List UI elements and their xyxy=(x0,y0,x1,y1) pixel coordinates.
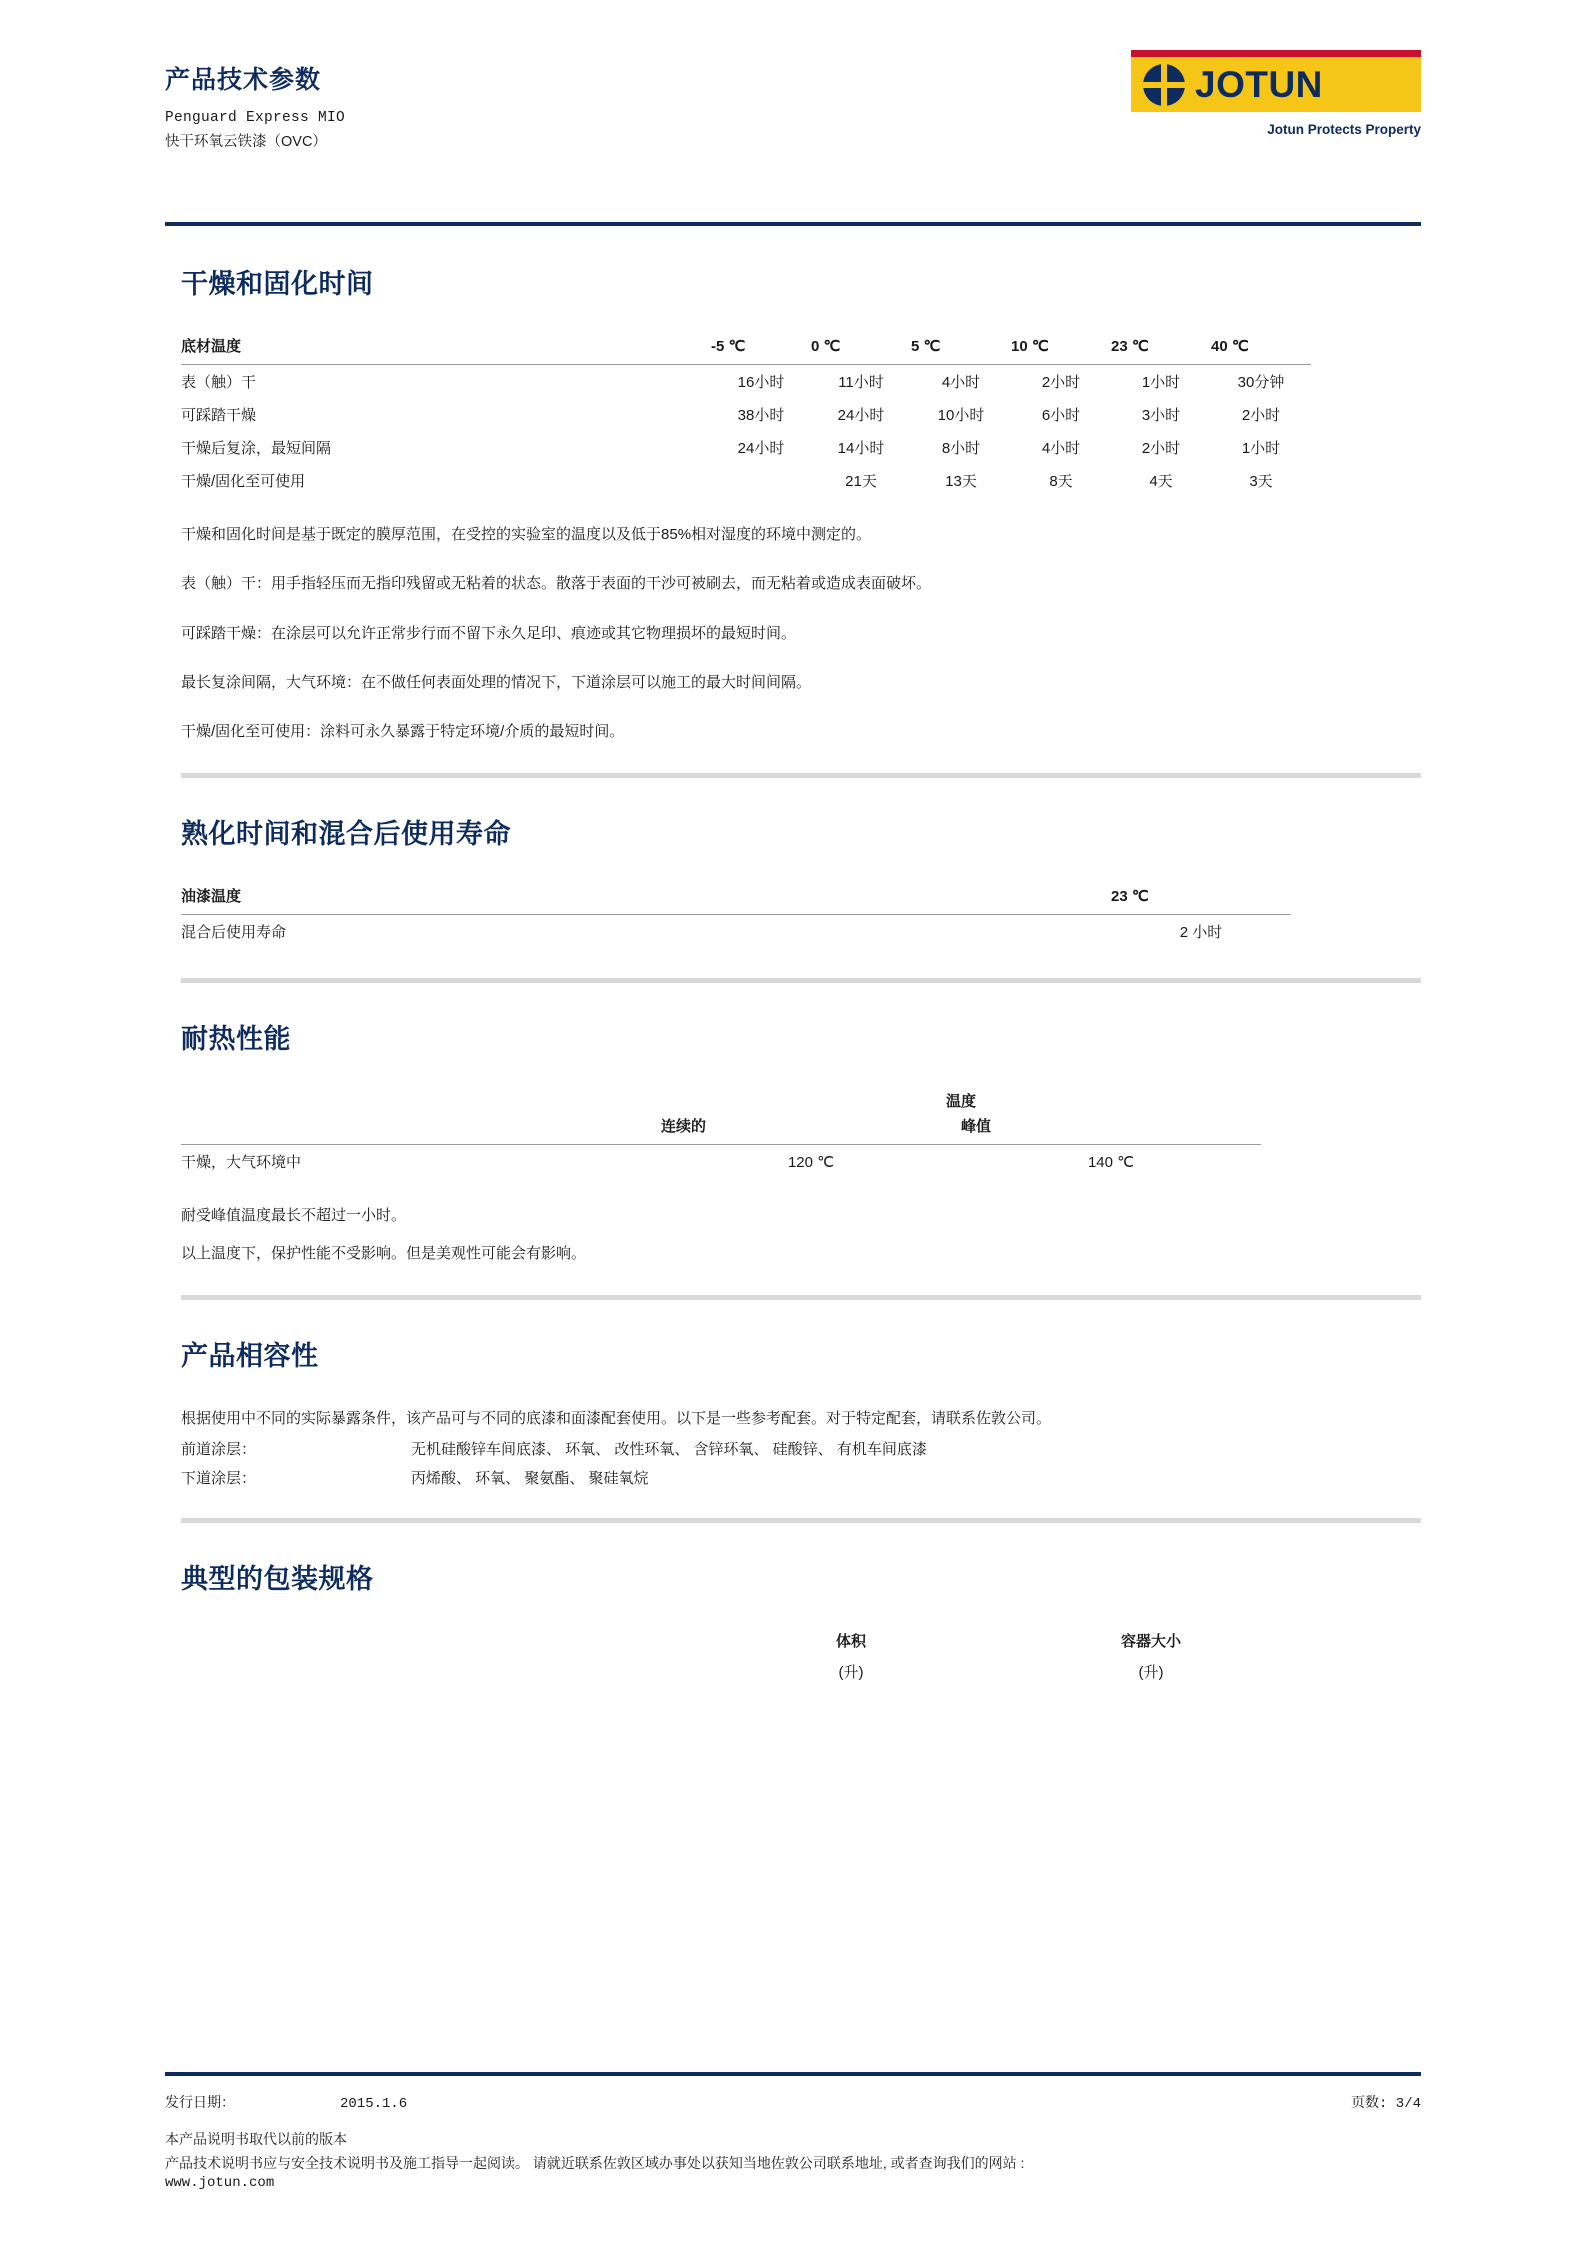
document-footer xyxy=(165,2092,1421,2191)
section-separator xyxy=(181,978,1421,983)
table-row xyxy=(181,398,1311,431)
packing-spacer xyxy=(181,1630,701,1651)
compatibility-value-previous: 无机硅酸锌车间底漆、 环氧、 改性环氧、 含锌环氧、 硅酸锌、 有机车间底漆 xyxy=(411,1441,927,1458)
compatibility-label-previous: 前道涂层： xyxy=(181,1441,257,1458)
column-header-temp-3: 10 ℃ xyxy=(1011,335,1111,365)
row-label: 可踩踏干燥 xyxy=(181,407,257,424)
document-content xyxy=(165,262,1421,1682)
heat-note-2: 以上温度下，保护性能不受影响。但是美观性可能会有影响。 xyxy=(181,1244,587,1262)
cell: 3小时 xyxy=(1141,407,1181,424)
footer-note-line-1: 本产品说明书取代以前的版本 xyxy=(165,2131,347,2147)
compatibility-value-next: 丙烯酸、 环氧、 聚氨酯、 聚硅氧烷 xyxy=(411,1470,649,1487)
cell xyxy=(711,464,811,497)
cell: 8小时 xyxy=(941,440,981,457)
drying-note-4: 最长复涂间隔，大气环境：在不做任何表面处理的情况下，下道涂层可以施工的最大时间间隔。 xyxy=(181,673,812,691)
footer-meta-row xyxy=(165,2092,1421,2112)
logo-tagline: Jotun Protects Property xyxy=(1267,122,1421,137)
table-row xyxy=(181,365,1311,399)
empty-header-cell xyxy=(181,1090,661,1115)
table-header-row xyxy=(181,885,1291,915)
compatibility-intro: 根据使用中不同的实际暴露条件，该产品可与不同的底漆和面漆配套使用。以下是一些参考配套。对于特定配套，请联系佐敦公司。 xyxy=(181,1409,1052,1427)
cell: 30分钟 xyxy=(1237,374,1285,391)
row-label: 混合后使用寿命 xyxy=(181,924,287,942)
page-number: 页数: 3/4 xyxy=(1350,2096,1421,2112)
cell: 6小时 xyxy=(1041,407,1081,424)
cell: 38小时 xyxy=(737,407,785,424)
cell: 24小时 xyxy=(737,440,785,457)
cell: 4小时 xyxy=(1041,440,1081,457)
section-heading-drying: 干燥和固化时间 xyxy=(181,269,374,299)
jotun-globe-icon xyxy=(1141,62,1189,108)
drying-note-5: 干燥/固化至可使用：涂料可永久暴露于特定环境/介质的最短时间。 xyxy=(181,723,625,740)
packing-spacer-2 xyxy=(181,1661,701,1682)
cell: 2小时 xyxy=(1041,374,1081,391)
compatibility-row-next xyxy=(181,1467,1421,1488)
column-header-temp-0: -5 ℃ xyxy=(711,335,811,365)
footer-divider xyxy=(165,2072,1421,2076)
product-name: 快干环氧云铁漆（OVC） xyxy=(165,134,327,150)
drying-note-2: 表（触）干：用手指轻压而无指印残留或无粘着的状态。散落于表面的干沙可被刷去，而无粘着或造成表面破坏。 xyxy=(181,575,932,593)
cell: 13天 xyxy=(945,473,977,490)
footer-website-link[interactable]: www.jotun.com xyxy=(165,2174,275,2191)
cell: 1小时 xyxy=(1141,374,1181,391)
table-group-header-row xyxy=(181,1090,1261,1115)
cell: 24小时 xyxy=(837,407,885,424)
column-header-container: 容器大小 xyxy=(1120,1633,1181,1650)
cell-continuous: 120 ℃ xyxy=(787,1153,835,1171)
section-separator xyxy=(181,773,1421,778)
jotun-logo xyxy=(1131,50,1421,137)
logo-box xyxy=(1131,50,1421,112)
column-header-substrate: 底材温度 xyxy=(181,335,711,365)
row-label: 干燥，大气环境中 xyxy=(181,1154,302,1172)
packing-header-units-row xyxy=(181,1661,1421,1682)
compatibility-label-next: 下道涂层： xyxy=(181,1470,257,1487)
product-code: Penguard Express MIO xyxy=(165,110,346,126)
header-divider xyxy=(165,222,1421,226)
issue-date-value: 2015.1.6 xyxy=(340,2096,408,2112)
section-heading-heat: 耐热性能 xyxy=(181,1024,291,1055)
cell: 11小时 xyxy=(838,374,884,391)
column-header-temp-2: 5 ℃ xyxy=(911,335,1011,365)
column-unit-volume: (升) xyxy=(838,1664,864,1681)
section-heading-packing: 典型的包装规格 xyxy=(181,1564,374,1594)
column-group-header-temperature: 温度 xyxy=(945,1093,976,1111)
section-heading-potlife: 熟化时间和混合后使用寿命 xyxy=(181,819,511,850)
page-title: 产品技术参数 xyxy=(165,66,322,94)
table-row xyxy=(181,915,1291,949)
drying-note-1: 干燥和固化时间是基于既定的膜厚范围，在受控的实验室的温度以及低于85%相对湿度的环境中测定的。 xyxy=(181,526,872,543)
table-row xyxy=(181,1145,1261,1179)
cell: 14小时 xyxy=(837,440,885,457)
column-header-23c: 23 ℃ xyxy=(1111,885,1291,915)
cell: 16小时 xyxy=(737,374,785,391)
column-unit-container: (升) xyxy=(1138,1664,1164,1681)
column-header-volume: 体积 xyxy=(835,1633,866,1650)
cell: 10小时 xyxy=(937,407,985,424)
section-separator xyxy=(181,1295,1421,1300)
cell: 2 小时 xyxy=(1179,924,1223,942)
cell: 3天 xyxy=(1249,473,1273,490)
column-header-continuous: 连续的 xyxy=(661,1115,961,1145)
table-row xyxy=(181,431,1311,464)
issue-date-label: 发行日期： xyxy=(165,2096,235,2112)
compatibility-row-previous xyxy=(181,1438,1421,1459)
row-label: 表（触）干 xyxy=(181,374,257,391)
cell: 2小时 xyxy=(1141,440,1181,457)
cell: 1小时 xyxy=(1241,440,1281,457)
potlife-table xyxy=(181,885,1291,948)
cell: 8天 xyxy=(1049,473,1073,490)
section-separator xyxy=(181,1518,1421,1523)
cell-peak: 140 ℃ xyxy=(1087,1153,1135,1171)
heat-table xyxy=(181,1090,1261,1178)
cell: 2小时 xyxy=(1241,407,1281,424)
empty-header-cell-2 xyxy=(181,1115,661,1145)
section-heading-compatibility: 产品相容性 xyxy=(181,1340,319,1371)
drying-table xyxy=(181,335,1311,497)
row-label: 干燥后复涂，最短间隔 xyxy=(181,440,332,457)
row-label: 干燥/固化至可使用 xyxy=(181,473,306,490)
column-header-temp-5: 40 ℃ xyxy=(1211,335,1311,365)
table-row xyxy=(181,464,1311,497)
table-header-row xyxy=(181,335,1311,365)
cell: 4天 xyxy=(1149,473,1173,490)
logo-wordmark: JOTUN xyxy=(1195,63,1323,105)
packing-header-row xyxy=(181,1630,1421,1651)
column-header-paint-temp: 油漆温度 xyxy=(181,885,1111,915)
column-header-temp-1: 0 ℃ xyxy=(811,335,911,365)
cell: 4小时 xyxy=(941,374,981,391)
footer-note-line-2: 产品技术说明书应与安全技术说明书及施工指导一起阅读。 请就近联系佐敦区域办事处以获知当地佐敦公司联系地址, 或者查询我们的网站 : xyxy=(165,2155,1025,2172)
drying-note-3: 可踩踏干燥：在涂层可以允许正常步行而不留下永久足印、痕迹或其它物理损坏的最短时间。 xyxy=(181,624,797,642)
column-header-temp-4: 23 ℃ xyxy=(1111,335,1211,365)
cell: 21天 xyxy=(845,473,877,490)
table-header-row xyxy=(181,1115,1261,1145)
heat-note-1: 耐受峰值温度最长不超过一小时。 xyxy=(181,1207,407,1225)
document-header xyxy=(165,60,1421,180)
column-header-peak: 峰值 xyxy=(961,1115,1261,1145)
